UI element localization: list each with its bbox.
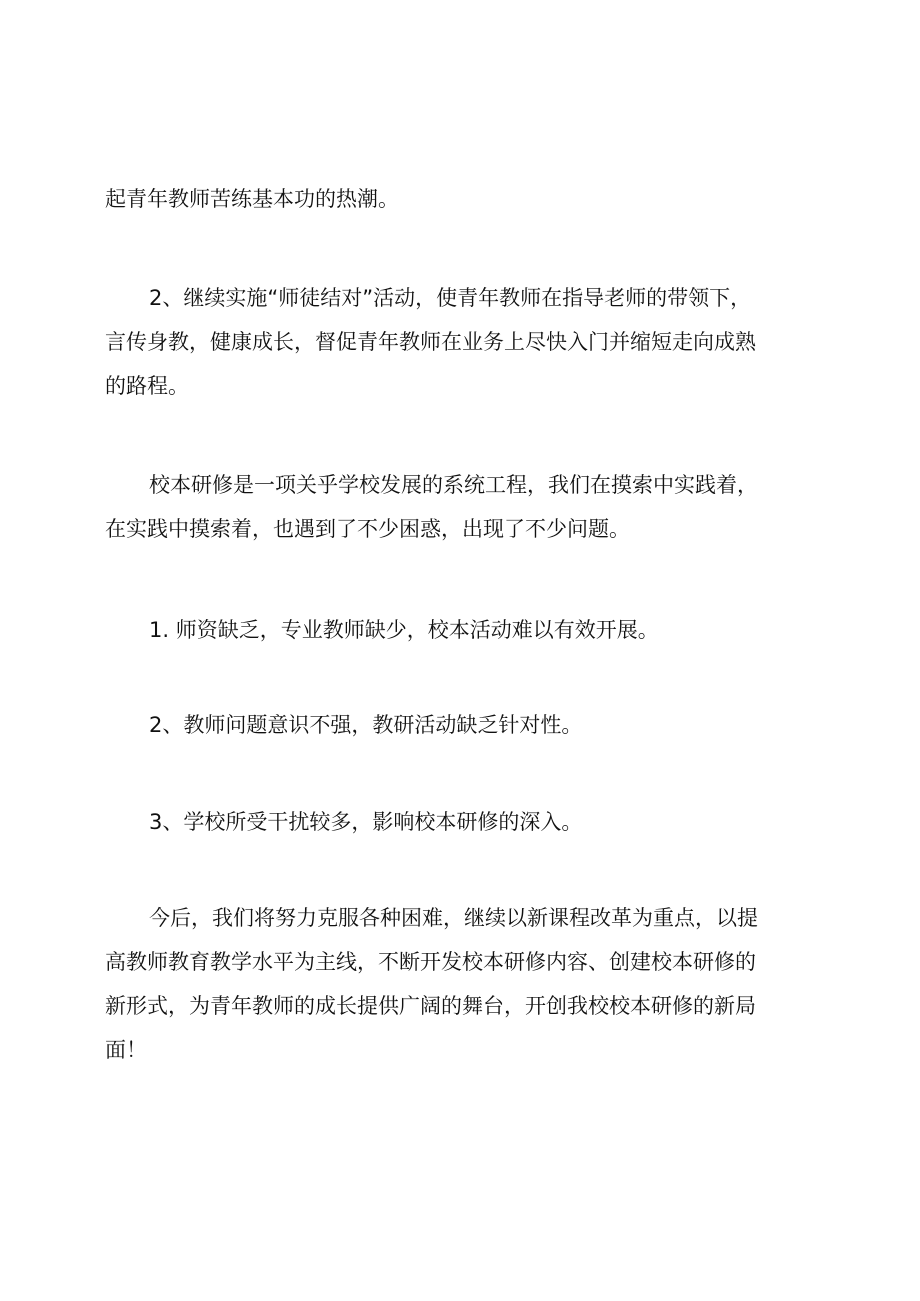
- text-line: 言传身教，健康成长，督促青年教师在业务上尽快入门并缩短走向成熟: [105, 330, 756, 354]
- text-line: 起青年教师苦练基本功的热潮。: [105, 187, 399, 211]
- paragraph-mentorship: [105, 276, 827, 408]
- text-line: 3、学校所受干扰较多，影响校本研修的深入。: [149, 810, 583, 834]
- text-line: 面！: [105, 1038, 147, 1062]
- text-line: 的路程。: [105, 374, 189, 398]
- paragraph-research-overview: [105, 463, 827, 551]
- text-line: 新形式，为青年教师的成长提供广阔的舞台，开创我校校本研修的新局: [105, 994, 756, 1018]
- text-line: 2、教师问题意识不强，教研活动缺乏针对性。: [149, 713, 583, 737]
- paragraph-problem-3: [105, 800, 827, 844]
- text-line: 高教师教育教学水平为主线，不断开发校本研修内容、创建校本研修的: [105, 950, 756, 974]
- paragraph-problem-1: [105, 608, 827, 652]
- paragraph-conclusion: [105, 896, 827, 1072]
- paragraph-continuation: [105, 177, 827, 221]
- text-line: 今后，我们将努力克服各种困难，继续以新课程改革为重点，以提: [149, 906, 758, 930]
- text-line: 2、继续实施“师徒结对”活动，使青年教师在指导老师的带领下，: [149, 286, 752, 310]
- text-line: 在实践中摸索着，也遇到了不少困惑，出现了不少问题。: [105, 517, 630, 541]
- text-line: 校本研修是一项关乎学校发展的系统工程，我们在摸索中实践着，: [149, 473, 758, 497]
- paragraph-problem-2: [105, 703, 827, 747]
- text-line: 1. 师资缺乏，专业教师缺少，校本活动难以有效开展。: [149, 618, 659, 642]
